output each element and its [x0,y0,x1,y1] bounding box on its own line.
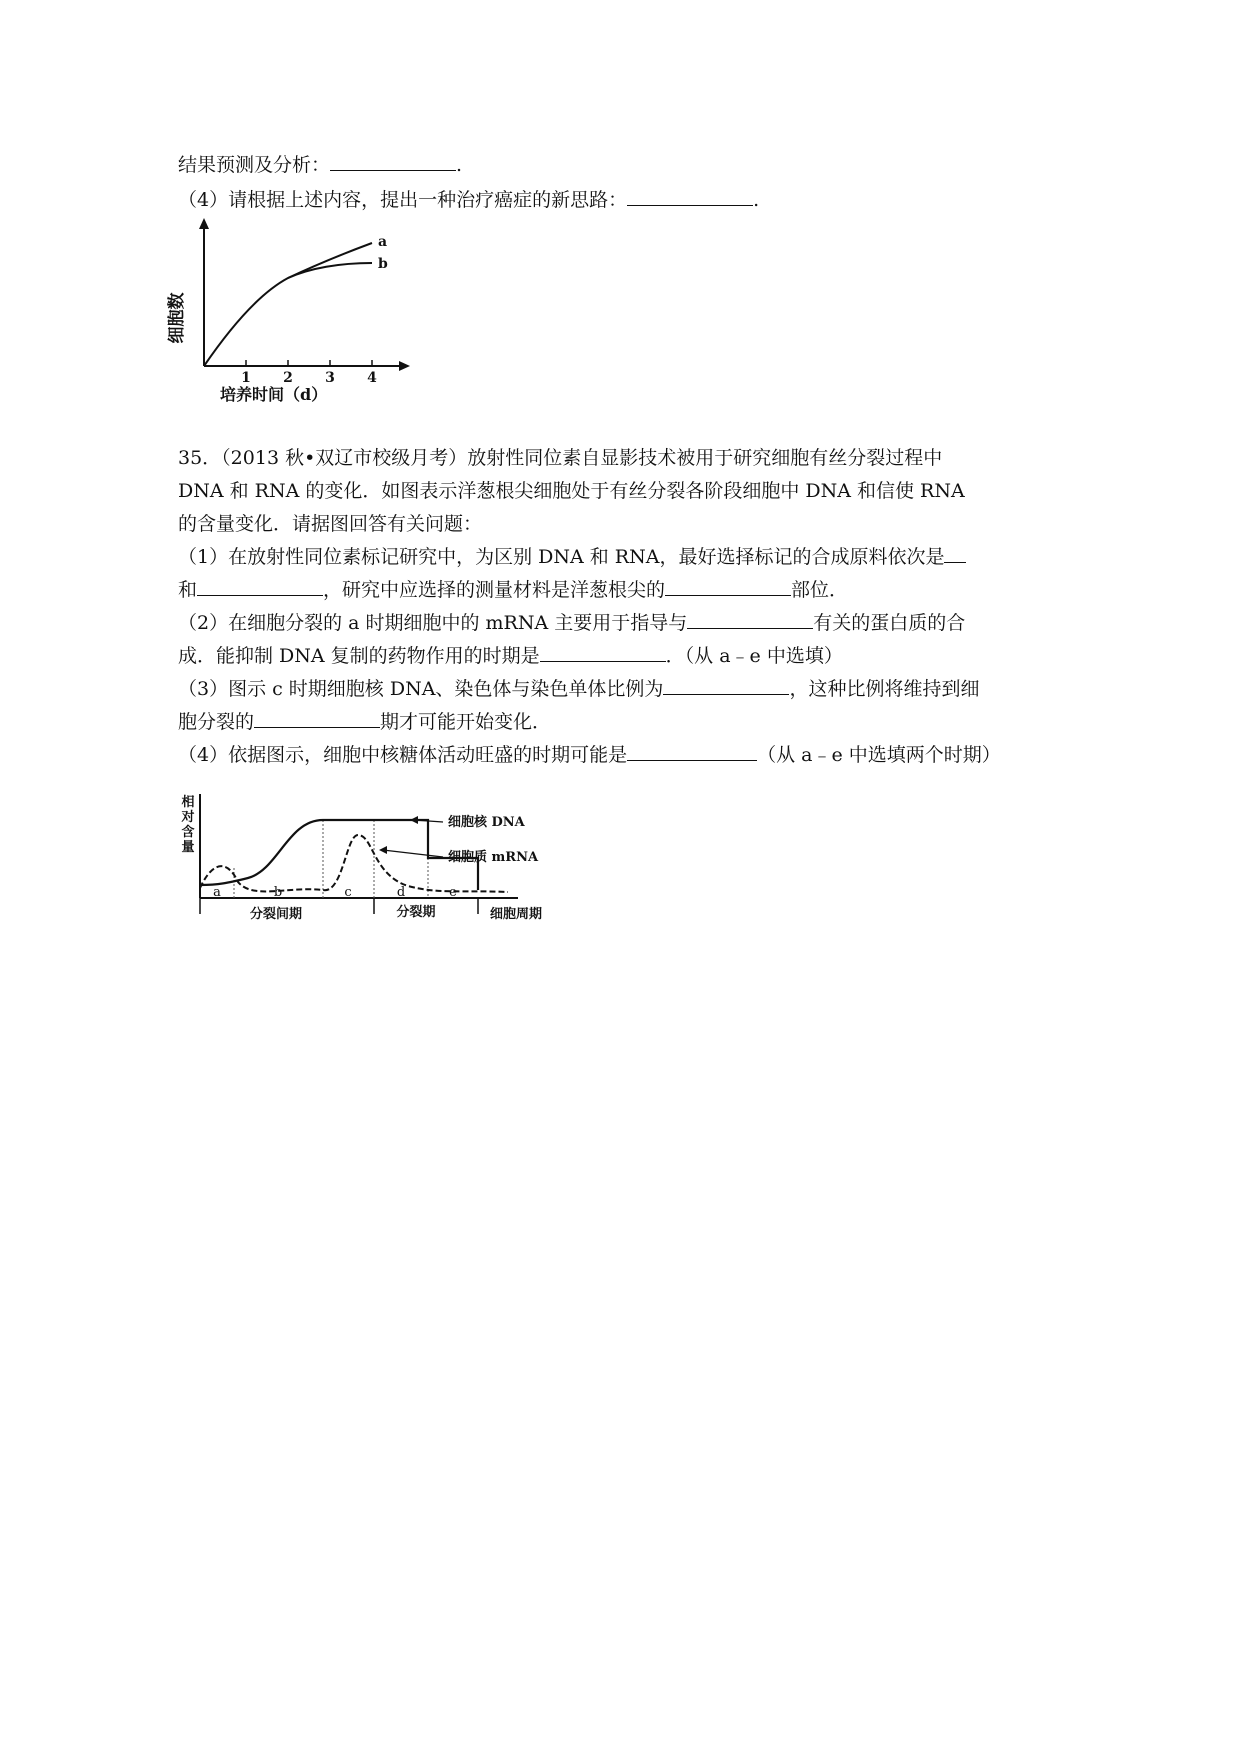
q35-line-3: 的含量变化．请据图回答有关问题： [178,513,483,535]
x-tick-label: 2 [283,370,293,386]
cell-cycle-label: 细胞周期 [489,907,543,922]
curve-b-label: b [378,256,388,272]
phase-label: d [396,885,406,900]
curve-a [204,243,372,366]
phase-label: a [213,885,221,900]
answer-blank[interactable] [687,610,813,629]
answer-blank[interactable] [197,577,323,596]
answer-blank[interactable] [665,577,791,596]
y-axis-label-char: 对 [181,810,195,825]
q35-part4-line: （4）依据图示，细胞中核糖体活动旺盛的时期可能是 （从 a﹣e 中选填两个时期） [178,744,1001,766]
result-prediction-line: 结果预测及分析： . [178,154,463,176]
cell-growth-figure [167,218,410,408]
q35-part1-line-2: 和 ，研究中应选择的测量材料是洋葱根尖的 部位． [178,579,849,601]
mitosis-label: 分裂期 [396,905,436,920]
q35-part1-line-1: （1）在放射性同位素标记研究中，为区别 DNA 和 RNA，最好选择标记的合成原料依次是 [178,544,966,569]
q35-part2-line-1: （2）在细胞分裂的 a 时期细胞中的 mRNA 主要用于指导与 有关的蛋白质的合 [178,612,966,634]
answer-blank[interactable] [540,643,666,662]
q34-part4-text: （4）请根据上述内容，提出一种治疗癌症的新思路： [178,189,628,211]
q35-line-2: DNA 和 RNA 的变化．如图表示洋葱根尖细胞处于有丝分裂各阶段细胞中 DNA 和信使 RNA [178,480,965,502]
q35-line-1: 35．（2013 秋•双辽市校级月考）放射性同位素自显影技术被用于研究细胞有丝分裂过程中 [178,447,943,469]
x-tick-label: 1 [241,370,251,386]
answer-blank[interactable] [330,152,456,171]
y-axis-label-char: 含 [181,825,195,840]
q34-part4-line: （4）请根据上述内容，提出一种治疗癌症的新思路： . [178,189,760,211]
curve-b [288,263,372,278]
x-tick-label: 4 [367,370,377,386]
phase-label: b [273,885,283,900]
mrna-label: 细胞质 mRNA [448,850,539,865]
dna-curve [200,820,478,890]
result-prediction-label: 结果预测及分析： [178,154,331,176]
y-axis-label-char: 量 [181,840,195,855]
q35-part3-line-2: 胞分裂的 期才可能开始变化． [178,711,552,733]
answer-blank[interactable] [627,742,757,761]
answer-blank[interactable] [627,187,753,206]
answer-blank[interactable] [254,709,380,728]
cell-cycle-figure [178,790,558,940]
curve-a-label: a [378,234,388,250]
x-tick-label: 3 [325,370,335,386]
interphase-label: 分裂间期 [249,907,303,922]
dna-label: 细胞核 DNA [448,815,525,830]
y-axis-label: 细胞数 [167,292,187,344]
phase-label: e [449,885,457,900]
answer-blank[interactable] [663,676,789,695]
q35-part3-line-1: （3）图示 c 时期细胞核 DNA、染色体与染色单体比例为 ，这种比例将维持到细 [178,678,980,700]
q35-part2-line-2: 成．能抑制 DNA 复制的药物作用的时期是 ．（从 a﹣e 中选填） [178,645,843,667]
phase-label: c [344,885,352,900]
x-axis-label: 培养时间（d） [220,385,328,404]
y-axis-label-char: 相 [181,795,195,810]
answer-blank[interactable] [944,544,966,563]
